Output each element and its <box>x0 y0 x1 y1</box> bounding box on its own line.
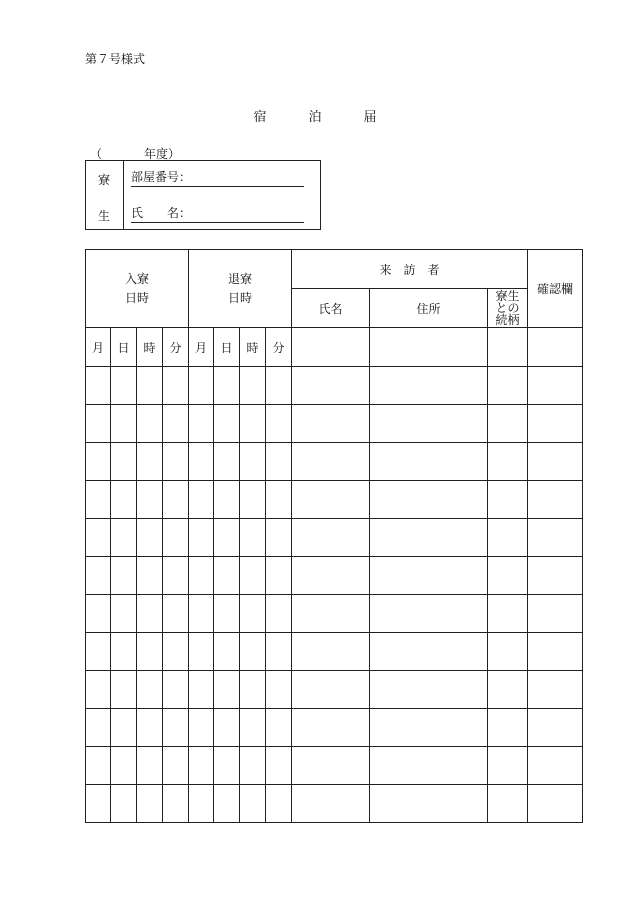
entry-cell[interactable] <box>189 519 214 557</box>
entry-cell[interactable] <box>189 671 214 709</box>
entry-cell[interactable] <box>240 557 266 595</box>
entry-cell[interactable] <box>214 443 240 481</box>
entry-cell[interactable] <box>137 557 163 595</box>
entry-cell[interactable] <box>240 709 266 747</box>
entry-cell[interactable] <box>137 595 163 633</box>
entry-cell[interactable] <box>292 443 370 481</box>
unit-cell: 時 <box>137 328 163 367</box>
entry-cell[interactable] <box>189 481 214 519</box>
resident-label-top: 寮 <box>98 173 111 187</box>
check-out-header: 退寮 日時 <box>189 250 292 328</box>
ledger-row <box>86 747 583 785</box>
ledger-row <box>86 367 583 405</box>
ledger-entries <box>86 367 583 823</box>
visitor-name-header: 氏名 <box>292 289 370 328</box>
entry-cell[interactable] <box>163 367 189 405</box>
entry-cell[interactable] <box>111 747 137 785</box>
entry-cell[interactable] <box>86 595 111 633</box>
entry-cell[interactable] <box>292 747 370 785</box>
unit-cell: 月 <box>189 328 214 367</box>
entry-cell[interactable] <box>137 405 163 443</box>
entry-cell[interactable] <box>528 405 583 443</box>
entry-cell[interactable] <box>370 557 488 595</box>
entry-cell[interactable] <box>137 481 163 519</box>
entry-cell[interactable] <box>137 519 163 557</box>
entry-cell[interactable] <box>488 443 528 481</box>
entry-cell[interactable] <box>292 405 370 443</box>
entry-cell[interactable] <box>111 481 137 519</box>
entry-cell[interactable] <box>370 443 488 481</box>
entry-cell[interactable] <box>528 557 583 595</box>
resident-name-field[interactable] <box>131 205 304 223</box>
entry-cell[interactable] <box>189 367 214 405</box>
year-label: 年度） <box>144 147 181 161</box>
entry-cell[interactable] <box>86 443 111 481</box>
entry-cell[interactable] <box>214 367 240 405</box>
entry-cell[interactable] <box>214 595 240 633</box>
entry-cell[interactable] <box>528 519 583 557</box>
entry-cell[interactable] <box>163 557 189 595</box>
visitor-address-header: 住所 <box>370 289 488 328</box>
entry-cell[interactable] <box>488 671 528 709</box>
entry-cell[interactable] <box>189 785 214 823</box>
entry-cell[interactable] <box>370 519 488 557</box>
entry-cell[interactable] <box>266 785 292 823</box>
entry-cell[interactable] <box>266 405 292 443</box>
entry-cell[interactable] <box>240 481 266 519</box>
entry-cell[interactable] <box>528 481 583 519</box>
entry-cell[interactable] <box>292 785 370 823</box>
entry-cell[interactable] <box>528 443 583 481</box>
entry-cell[interactable] <box>370 747 488 785</box>
entry-cell[interactable] <box>86 709 111 747</box>
entry-cell[interactable] <box>488 557 528 595</box>
entry-cell[interactable] <box>111 785 137 823</box>
resident-info-box <box>85 160 321 230</box>
entry-cell[interactable] <box>163 785 189 823</box>
entry-cell[interactable] <box>240 367 266 405</box>
unit-row <box>86 328 583 367</box>
ledger-row <box>86 443 583 481</box>
ledger-row <box>86 633 583 671</box>
entry-cell[interactable] <box>86 785 111 823</box>
entry-cell[interactable] <box>137 747 163 785</box>
entry-cell[interactable] <box>189 747 214 785</box>
entry-cell[interactable] <box>189 557 214 595</box>
entry-cell[interactable] <box>86 747 111 785</box>
entry-cell[interactable] <box>370 709 488 747</box>
entry-cell[interactable] <box>137 443 163 481</box>
entry-cell[interactable] <box>214 785 240 823</box>
entry-cell[interactable] <box>528 367 583 405</box>
entry-cell[interactable] <box>266 633 292 671</box>
entry-cell[interactable] <box>370 328 488 367</box>
entry-cell[interactable] <box>240 671 266 709</box>
entry-cell[interactable] <box>163 747 189 785</box>
unit-cell: 時 <box>240 328 266 367</box>
entry-cell[interactable] <box>266 443 292 481</box>
entry-cell[interactable] <box>111 367 137 405</box>
entry-cell[interactable] <box>163 405 189 443</box>
entry-cell[interactable] <box>528 709 583 747</box>
entry-cell[interactable] <box>137 671 163 709</box>
check-in-header: 入寮 日時 <box>86 250 189 328</box>
entry-cell[interactable] <box>214 633 240 671</box>
entry-cell[interactable] <box>266 557 292 595</box>
entry-cell[interactable] <box>86 367 111 405</box>
relation-header: 寮生 との 続柄 <box>488 289 528 328</box>
entry-cell[interactable] <box>240 519 266 557</box>
entry-cell[interactable] <box>370 595 488 633</box>
ledger-row <box>86 671 583 709</box>
entry-cell[interactable] <box>266 519 292 557</box>
entry-cell[interactable] <box>189 443 214 481</box>
entry-cell[interactable] <box>266 709 292 747</box>
year-open-paren: （ <box>90 147 103 161</box>
entry-cell[interactable] <box>292 328 370 367</box>
entry-cell[interactable] <box>111 671 137 709</box>
entry-cell[interactable] <box>292 367 370 405</box>
entry-cell[interactable] <box>240 405 266 443</box>
entry-cell[interactable] <box>240 595 266 633</box>
ledger-row <box>86 405 583 443</box>
entry-cell[interactable] <box>214 481 240 519</box>
ledger-row <box>86 481 583 519</box>
entry-cell[interactable] <box>111 633 137 671</box>
entry-cell[interactable] <box>86 481 111 519</box>
entry-cell[interactable] <box>370 633 488 671</box>
entry-cell[interactable] <box>292 557 370 595</box>
entry-cell[interactable] <box>163 595 189 633</box>
entry-cell[interactable] <box>163 633 189 671</box>
entry-cell[interactable] <box>137 709 163 747</box>
entry-cell[interactable] <box>214 747 240 785</box>
unit-cell: 日 <box>214 328 240 367</box>
confirm-header: 確認欄 <box>528 250 583 328</box>
entry-cell[interactable] <box>137 633 163 671</box>
form-title: 宿泊届 <box>253 110 419 125</box>
entry-cell[interactable] <box>266 595 292 633</box>
entry-cell[interactable] <box>528 595 583 633</box>
entry-cell[interactable] <box>370 481 488 519</box>
entry-cell[interactable] <box>163 709 189 747</box>
entry-cell[interactable] <box>214 709 240 747</box>
unit-cell: 分 <box>266 328 292 367</box>
unit-cell: 分 <box>163 328 189 367</box>
room-number-field[interactable] <box>131 169 304 187</box>
unit-cell: 月 <box>86 328 111 367</box>
entry-cell[interactable] <box>86 557 111 595</box>
entry-cell[interactable] <box>528 671 583 709</box>
entry-cell[interactable] <box>214 405 240 443</box>
room-number-label: 部屋番号： <box>131 170 192 184</box>
entry-cell[interactable] <box>266 671 292 709</box>
entry-cell[interactable] <box>163 671 189 709</box>
entry-cell[interactable] <box>86 633 111 671</box>
entry-cell[interactable] <box>111 405 137 443</box>
entry-cell[interactable] <box>528 747 583 785</box>
entry-cell[interactable] <box>111 519 137 557</box>
ledger-row <box>86 519 583 557</box>
ledger-row <box>86 709 583 747</box>
entry-cell[interactable] <box>240 633 266 671</box>
entry-cell[interactable] <box>189 595 214 633</box>
entry-cell[interactable] <box>163 519 189 557</box>
entry-cell[interactable] <box>111 443 137 481</box>
entry-cell[interactable] <box>86 405 111 443</box>
visitor-group-header: 来 訪 者 <box>292 250 528 289</box>
form-number: 第７号様式 <box>85 52 146 66</box>
entry-cell[interactable] <box>488 481 528 519</box>
entry-cell[interactable] <box>266 367 292 405</box>
resident-label-bottom: 生 <box>98 209 111 223</box>
entry-cell[interactable] <box>189 633 214 671</box>
entry-cell[interactable] <box>111 709 137 747</box>
entry-cell[interactable] <box>266 747 292 785</box>
entry-cell[interactable] <box>214 671 240 709</box>
entry-cell[interactable] <box>86 519 111 557</box>
entry-cell[interactable] <box>488 328 528 367</box>
entry-cell[interactable] <box>240 443 266 481</box>
entry-cell[interactable] <box>370 367 488 405</box>
entry-cell[interactable] <box>292 481 370 519</box>
entry-cell[interactable] <box>214 519 240 557</box>
entry-cell[interactable] <box>137 367 163 405</box>
entry-cell[interactable] <box>137 785 163 823</box>
resident-label-column <box>86 161 124 229</box>
entry-cell[interactable] <box>266 481 292 519</box>
entry-cell[interactable] <box>189 709 214 747</box>
entry-cell[interactable] <box>528 328 583 367</box>
entry-cell[interactable] <box>111 557 137 595</box>
entry-cell[interactable] <box>528 785 583 823</box>
entry-cell[interactable] <box>240 785 266 823</box>
entry-cell[interactable] <box>292 595 370 633</box>
entry-cell[interactable] <box>488 709 528 747</box>
entry-cell[interactable] <box>488 785 528 823</box>
entry-cell[interactable] <box>189 405 214 443</box>
entry-cell[interactable] <box>292 671 370 709</box>
entry-cell[interactable] <box>86 671 111 709</box>
entry-cell[interactable] <box>214 557 240 595</box>
resident-name-label: 氏 名： <box>131 206 192 220</box>
unit-cell: 日 <box>111 328 137 367</box>
entry-cell[interactable] <box>370 405 488 443</box>
entry-cell[interactable] <box>488 633 528 671</box>
entry-cell[interactable] <box>488 405 528 443</box>
entry-cell[interactable] <box>292 633 370 671</box>
entry-cell[interactable] <box>163 443 189 481</box>
entry-cell[interactable] <box>488 595 528 633</box>
entry-cell[interactable] <box>292 519 370 557</box>
ledger-row <box>86 557 583 595</box>
entry-cell[interactable] <box>370 671 488 709</box>
entry-cell[interactable] <box>240 747 266 785</box>
entry-cell[interactable] <box>111 595 137 633</box>
ledger-row <box>86 595 583 633</box>
entry-cell[interactable] <box>488 519 528 557</box>
visit-ledger-table <box>85 249 583 823</box>
entry-cell[interactable] <box>488 367 528 405</box>
entry-cell[interactable] <box>163 481 189 519</box>
entry-cell[interactable] <box>528 633 583 671</box>
entry-cell[interactable] <box>488 747 528 785</box>
entry-cell[interactable] <box>370 785 488 823</box>
entry-cell[interactable] <box>292 709 370 747</box>
ledger-row <box>86 785 583 823</box>
